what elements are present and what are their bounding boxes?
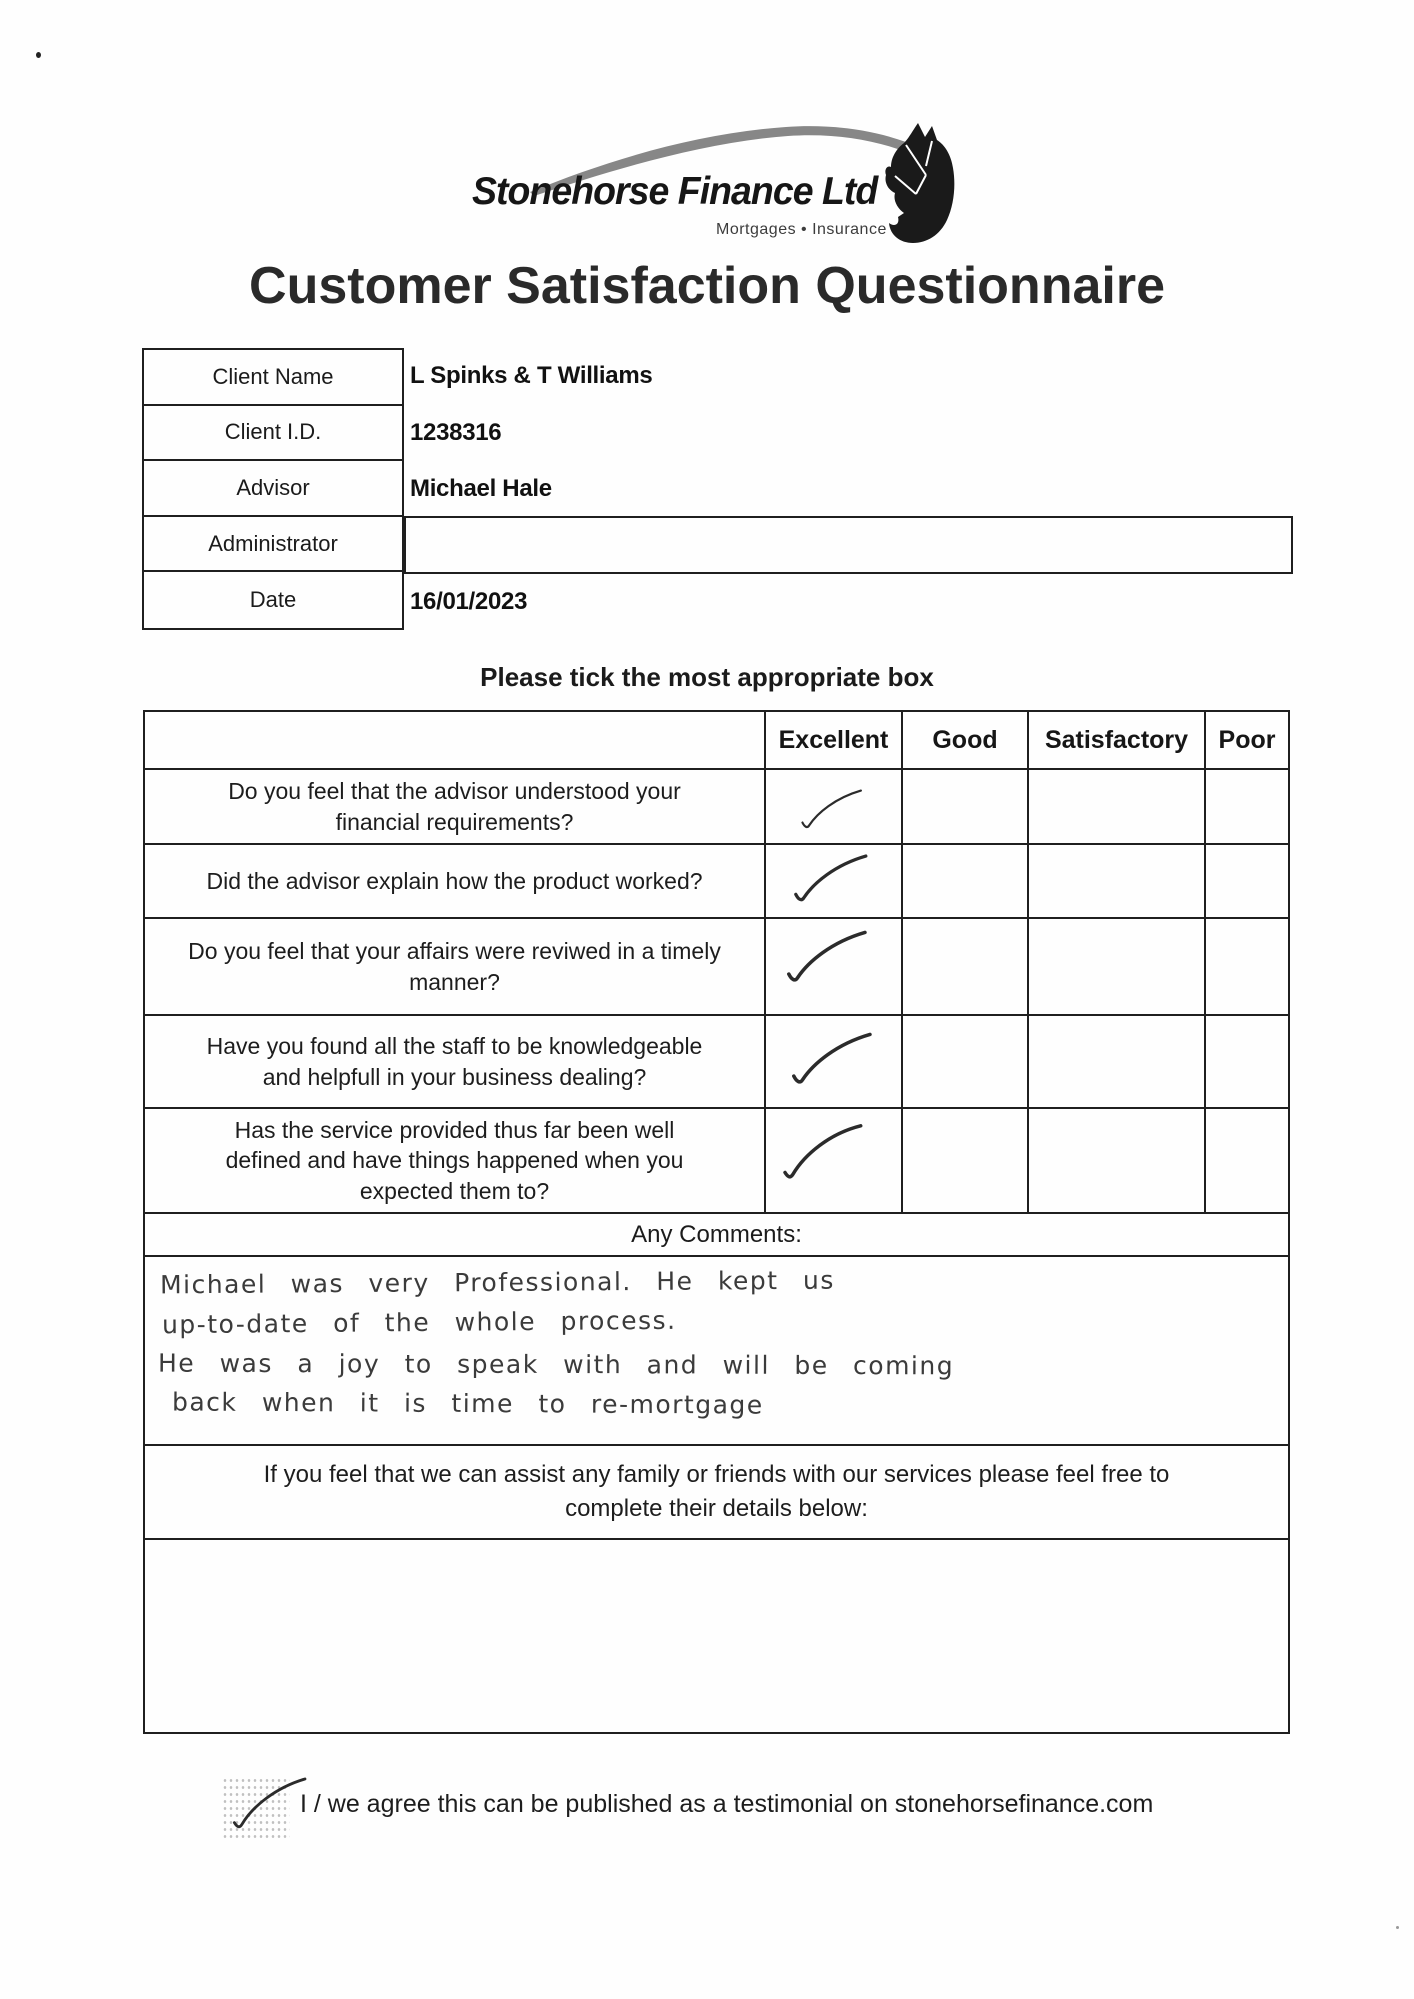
poor-tick-cell — [1206, 1016, 1288, 1107]
advisor-label: Advisor — [144, 461, 402, 517]
company-tagline: Mortgages • Insurance — [716, 221, 887, 238]
question-text: Have you found all the staff to be knowledgeable and helpfull in your business dealing? — [145, 1016, 766, 1107]
column-header-satisfactory: Satisfactory — [1029, 712, 1206, 768]
client-name-value: L Spinks & T Williams — [410, 362, 653, 389]
column-header-good: Good — [903, 712, 1029, 768]
satisfactory-tick-cell — [1029, 845, 1206, 917]
referral-prompt-text: If you feel that we can assist any family or friends with our services please feel free to complete their details below: — [263, 1461, 1170, 1522]
question-text: Has the service provided thus far been well defined and have things happened when you expected them to? — [145, 1109, 766, 1212]
client-id-value: 1238316 — [410, 419, 502, 446]
handwritten-comment-line: Michael was very Professional. He kept us — [159, 1265, 835, 1300]
satisfactory-tick-cell — [1029, 1016, 1206, 1107]
question-row — [145, 770, 1288, 845]
tick-mark-icon — [778, 1030, 884, 1092]
handwritten-comment-line: He was a joy to speak with and will be coming — [157, 1348, 955, 1381]
question-text: Did the advisor explain how the product worked? — [145, 845, 766, 917]
question-text: Do you feel that the advisor understood your financial requirements? — [145, 770, 766, 843]
date-value: 16/01/2023 — [410, 588, 528, 615]
question-row — [145, 845, 1288, 919]
handwritten-comment-line: up-to-date of the whole process. — [161, 1305, 677, 1340]
ratings-header-row — [145, 712, 1288, 770]
satisfactory-tick-cell — [1029, 1109, 1206, 1212]
tick-mark-icon — [778, 928, 874, 990]
client-name-label: Client Name — [144, 350, 402, 406]
column-header-excellent: Excellent — [766, 712, 903, 768]
question-text: Do you feel that your affairs were reviwed in a timely manner? — [145, 919, 766, 1014]
satisfactory-tick-cell — [1029, 919, 1206, 1014]
question-row — [145, 919, 1288, 1016]
good-tick-cell — [903, 1109, 1029, 1212]
tick-mark-icon — [226, 1766, 310, 1844]
question-row — [145, 1016, 1288, 1109]
company-name: Stonehorse Finance Ltd — [472, 170, 878, 213]
administrator-label: Administrator — [144, 517, 402, 573]
horse-head-icon — [882, 121, 956, 245]
good-tick-cell — [903, 845, 1029, 917]
good-tick-cell — [903, 1016, 1029, 1107]
tick-mark-icon — [797, 787, 865, 835]
good-tick-cell — [903, 919, 1029, 1014]
scan-speck — [36, 52, 41, 58]
any-comments-row — [145, 1214, 1288, 1255]
header-spacer-cell — [145, 712, 766, 768]
testimonial-agreement-text: I / we agree this can be published as a testimonial on stonehorsefinance.com — [300, 1790, 1154, 1818]
company-logo — [466, 108, 976, 258]
tick-mark-icon — [782, 852, 878, 909]
satisfactory-tick-cell — [1029, 770, 1206, 843]
date-label: Date — [249, 587, 297, 613]
client-info-table — [142, 348, 404, 630]
advisor-value: Michael Hale — [410, 475, 552, 502]
tick-instruction: Please tick the most appropriate box — [480, 662, 934, 692]
administrator-value-box — [404, 516, 1293, 574]
referral-details-box — [143, 1540, 1290, 1734]
client-id-label: Client I.D. — [144, 406, 402, 462]
column-header-poor: Poor — [1218, 725, 1276, 754]
question-row — [145, 1109, 1288, 1214]
tick-mark-icon — [778, 1116, 866, 1192]
good-tick-cell — [903, 770, 1029, 843]
scan-speck — [1396, 1926, 1399, 1929]
handwritten-comment-line: back when it is time to re-mortgage — [171, 1387, 764, 1420]
poor-tick-cell — [1206, 845, 1288, 917]
poor-tick-cell — [1206, 1109, 1288, 1212]
ratings-table — [143, 710, 1290, 1257]
any-comments-header: Any Comments: — [631, 1220, 802, 1248]
page-title: Customer Satisfaction Questionnaire — [249, 257, 1165, 315]
referral-prompt-row — [143, 1444, 1290, 1540]
poor-tick-cell — [1206, 919, 1288, 1014]
poor-tick-cell — [1206, 770, 1288, 843]
